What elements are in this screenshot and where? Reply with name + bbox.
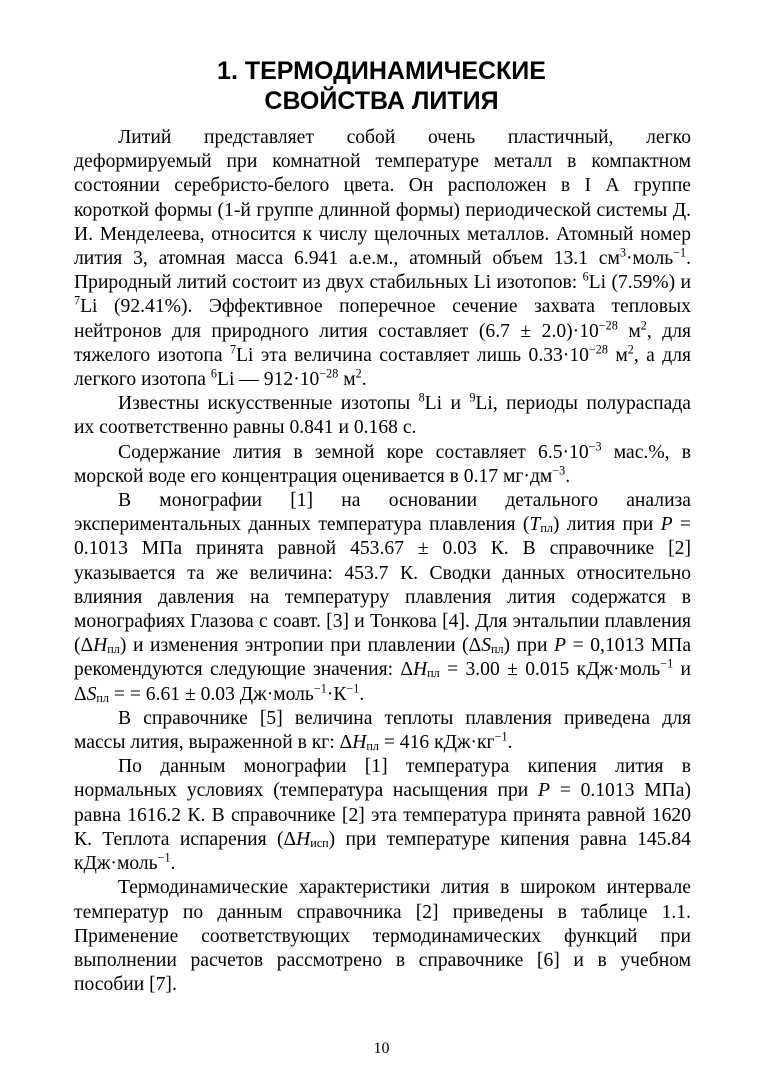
paragraph-2: Известны искусственные изотопы $^8$Li и $^9$Li, периоды полураспада их соответственно равны 0.841 и 0.168 с. xyxy=(74,390,691,439)
chapter-title-line-1: 1. ТЕРМОДИНАМИЧЕСКИЕ xyxy=(217,57,546,85)
paragraph-4: В монографии [1] на основании детального анализа экспериментальных данных температура плавления $(T_{пл})$ лития при P = 0.1013 МПа принята равной 453.67 ± 0.03 К. В справочнике [2] указывается та же величина: 453.7 К. Сводки данных относительно влияния давления на температуру плавления лития содержатся в монографиях Глазова с соавт. [3] и Тонкова [4]. Для энтальпии плавления $(\Delta H_{пл})$ и изменения энтропии при плавлении $(\Delta S_{пл})$ при P = 0,1013 МПа рекомендуются следующие значения: $\Delta H_{пл} = 3.00 \pm 0.015$ кДж·моль$^{-1}$ и $\Delta S_{пл}$ = = 6.61 ± 0.03 $Дж\cdot моль^{-1}\cdot К^{-1}$. xyxy=(74,490,692,705)
paragraph-3: Содержание лития в земной коре составляет $6.5\cdot 10^{-3}$ мас.%, в морской воде его концентрация оценивается в 0.17 $мг\cdot дм^{-3}$. xyxy=(74,439,691,487)
paragraph-5: В справочнике [5] величина теплоты плавления приведена для массы лития, выраженной в кг: $\Delta H_{пл} = 416$ $кДж\cdot кг^{-1}$. xyxy=(74,707,691,754)
paragraph-7: Термодинамические характеристики лития в широком интервале температур по данным справочника [2] приведены в таблице 1.1. Применение соответствующих термодинамических функций при выполнении расчетов рассмотрено в справочнике [6] и в учебном пособии [7]. xyxy=(74,877,691,996)
chapter-title xyxy=(0,56,763,116)
chapter-title-line-2: СВОЙСТВА ЛИТИЯ xyxy=(264,87,499,115)
page-number: 10 xyxy=(373,1040,390,1057)
paragraph-6: По данным монографии [1] температура кипения лития в нормальных условиях (температура насыщения при P = 0.1013 МПа) равна 1616.2 К. В справочнике [2] эта температура принята равной 1620 К. Теплота испарения $(\Delta H_{исп})$ при температуре кипения равна 145.84 кДж·моль$^{-1}$. xyxy=(74,756,692,875)
body-text xyxy=(74,126,691,997)
paragraph-1: Литий представляет собой очень пластичный, легко деформируемый при комнатной температуре металл в компактном состоянии серебристо-белого цвета. Он расположен в I А группе короткой формы (1-й группе длинной формы) периодической системы Д. И. Менделеева, относится к числу щелочных металлов. Атомный номер лития 3, атомная масса 6.941 а.е.м., атомный объем 13.1 $см^3\cdot моль^{-1}$. Природный литий состоит из двух стабильных Li изотопов: $^6$Li (7.59%) и $^7$Li (92.41%). Эффективное поперечное сечение захвата тепловых нейтронов для природного лития составляет $(6.7 \pm 2.0)\cdot 10^{-28}$ $м^2$, для тяжелого изотопа $^7$Li эта величина составляет лишь $0.33\cdot 10^{-28}$ $м^2$, а для легкого изотопа $^6$Li — $912\cdot 10^{-28}$ $м^2$. xyxy=(74,127,691,391)
